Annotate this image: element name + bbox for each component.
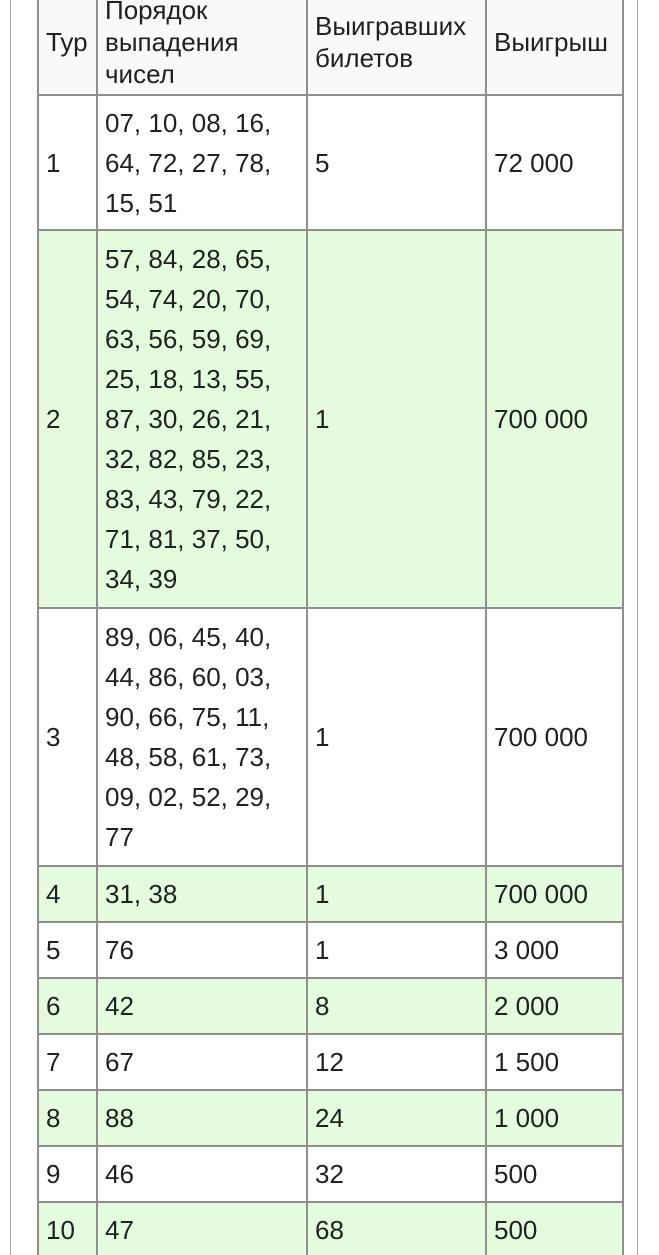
round-cell: 1 — [38, 95, 97, 230]
header-prize: Выигрыш — [486, 0, 623, 95]
round-cell: 2 — [38, 230, 97, 608]
page-frame-right — [637, 0, 638, 1255]
numbers-cell: 31, 38 — [97, 866, 307, 922]
numbers-cell: 42 — [97, 978, 307, 1034]
round-cell: 7 — [38, 1034, 97, 1090]
prize-cell: 500 — [486, 1146, 623, 1202]
round-cell: 8 — [38, 1090, 97, 1146]
numbers-cell: 88 — [97, 1090, 307, 1146]
table-header-row — [38, 0, 623, 95]
winners-cell: 1 — [307, 922, 486, 978]
numbers-cell: 47 — [97, 1202, 307, 1255]
numbers-cell: 67 — [97, 1034, 307, 1090]
table-row — [38, 1202, 623, 1255]
table-row — [38, 978, 623, 1034]
prize-cell: 1 500 — [486, 1034, 623, 1090]
table-row — [38, 95, 623, 230]
numbers-cell: 07, 10, 08, 16, 64, 72, 27, 78, 15, 51 — [97, 95, 307, 230]
prize-cell: 700 000 — [486, 230, 623, 608]
round-cell: 6 — [38, 978, 97, 1034]
winners-cell: 5 — [307, 95, 486, 230]
prize-cell: 3 000 — [486, 922, 623, 978]
numbers-cell: 57, 84, 28, 65, 54, 74, 20, 70, 63, 56, 59, 69, 25, 18, 13, 55, 87, 30, 26, 21, 32, 82, 85, 23, 83, 43, 79, 22, 71, 81, 37, 50, 34, 39 — [97, 230, 307, 608]
round-cell: 4 — [38, 866, 97, 922]
header-round: Тур — [38, 0, 97, 95]
prize-cell: 700 000 — [486, 608, 623, 866]
table-row — [38, 608, 623, 866]
page-frame-left — [10, 0, 11, 1255]
prize-cell: 1 000 — [486, 1090, 623, 1146]
numbers-cell: 46 — [97, 1146, 307, 1202]
prize-cell: 700 000 — [486, 866, 623, 922]
winners-cell: 24 — [307, 1090, 486, 1146]
prize-cell: 500 — [486, 1202, 623, 1255]
table-row — [38, 922, 623, 978]
header-order: Порядок выпадения чисел — [97, 0, 307, 95]
round-cell: 5 — [38, 922, 97, 978]
winners-cell: 32 — [307, 1146, 486, 1202]
winners-cell: 1 — [307, 608, 486, 866]
round-cell: 10 — [38, 1202, 97, 1255]
winners-cell: 1 — [307, 866, 486, 922]
prize-cell: 72 000 — [486, 95, 623, 230]
winners-cell: 68 — [307, 1202, 486, 1255]
header-winners: Выигравших билетов — [307, 0, 486, 95]
numbers-cell: 76 — [97, 922, 307, 978]
round-cell: 3 — [38, 608, 97, 866]
prize-cell: 2 000 — [486, 978, 623, 1034]
round-cell: 9 — [38, 1146, 97, 1202]
winners-cell: 8 — [307, 978, 486, 1034]
winners-cell: 12 — [307, 1034, 486, 1090]
table-row — [38, 1090, 623, 1146]
lottery-results-table — [37, 0, 624, 1255]
numbers-cell: 89, 06, 45, 40, 44, 86, 60, 03, 90, 66, 75, 11, 48, 58, 61, 73, 09, 02, 52, 29, 77 — [97, 608, 307, 866]
table-row — [38, 1034, 623, 1090]
winners-cell: 1 — [307, 230, 486, 608]
table-row — [38, 866, 623, 922]
table-row — [38, 1146, 623, 1202]
table-row — [38, 230, 623, 608]
